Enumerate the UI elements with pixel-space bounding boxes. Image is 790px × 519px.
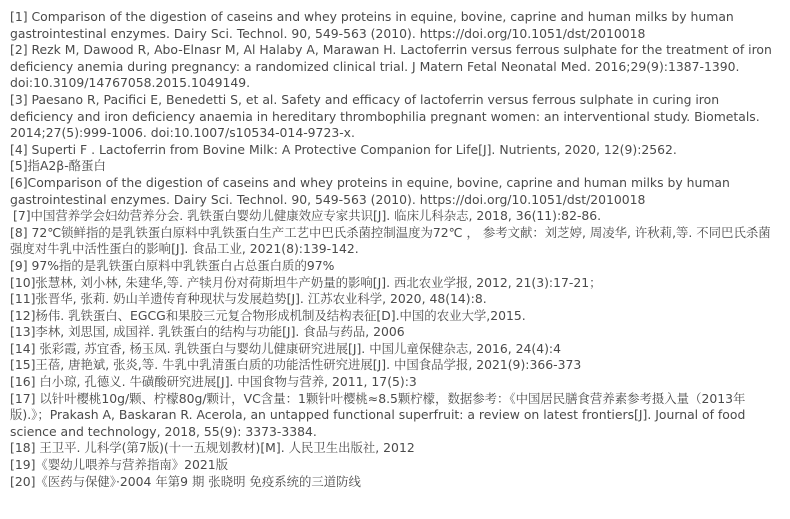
reference-item: [5]指A2β-酪蛋白 [10,158,106,174]
reference-item: [9] 97%指的是乳铁蛋白原料中乳铁蛋白占总蛋白质的97% [10,257,335,273]
reference-item: [15]王蓓, 唐艳斌, 张炎,等. 牛乳中乳清蛋白质的功能活性研究进展[J]. 中国食品学报, 2021(9):366-373 [10,357,582,373]
reference-item: [13]李林, 刘思国, 成国祥. 乳铁蛋白的结构与功能[J]. 食品与药品, 2006 [10,324,405,340]
reference-item: [1] Comparison of the digestion of caseins and whey proteins in equine, bovine, caprine and human milks by human gastrointestinal enzymes. Dairy Sci. Technol. 90, 549-563 (2010). https://doi.org/10.1051/dst/2010018 [10,9,734,41]
reference-item: [8] 72℃锁鲜指的是乳铁蛋白原料中乳铁蛋白生产工艺中巴氏杀菌控制温度为72℃ ， 参考文献：刘芝婷, 周凌华, 许秋莉,等. 不同巴氏杀菌强度对牛乳中活性蛋白的影响[J]. 食品工业, 2021(8):139-142. [10,224,771,257]
reference-item: [16] 白小琼, 孔德义. 牛磺酸研究进展[J]. 中国食物与营养, 2011, 17(5):3 [10,374,417,390]
reference-item: [11]张晋华, 张莉. 奶山羊遗传育种现状与发展趋势[J]. 江苏农业科学, 2020, 48(14):8. [10,291,487,307]
reference-item: [7]中国营养学会妇幼营养分会. 乳铁蛋白婴幼儿健康效应专家共识[J]. 临床儿科杂志, 2018, 36(11):82-86. [13,208,602,224]
reference-item: [10]张慧林, 刘小林, 朱建华,等. 产犊月份对荷斯坦牛产奶量的影响[J]. 西北农业学报, 2012, 21(3):17-21； [10,274,602,290]
reference-item: [4] Superti F . Lactoferrin from Bovine Milk: A Protective Companion for Life[J]. Nutrients, 2020, 12(9):2562. [10,141,677,157]
reference-list [10,9,782,490]
reference-item: [6]Comparison of the digestion of caseins and whey proteins in equine, bovine, caprine and human milks by human gastrointestinal enzymes. Dairy Sci. Technol. 90, 549-563 (2010). https://doi.org/10.1051/dst/2010018 [10,174,730,207]
reference-item: [3] Paesano R, Pacifici E, Benedetti S, et al. Safety and efficacy of lactoferrin versus ferrous sulphate in curing iron deficiency and iron deficiency anaemia in hereditary thrombophilia pregnant women: an interventional study. Biometals. 2014;27(5):999-1006. doi:10.1007/s10534-014-9723-x. [10,91,760,141]
reference-item: [18] 王卫平. 儿科学(第7版)(十一五规划教材)[M]. 人民卫生出版社, 2012 [10,440,415,456]
reference-item: [17] 以针叶樱桃10g/颗、柠檬80g/颗计，VC含量：1颗针叶樱桃≈8.5颗柠檬，数据参考：《中国居民膳食营养素参考摄入量（2013年版).》；Prakash A, Baskaran R. Acerola, an untapped functional superfruit: a review on latest frontiers[J]. Journal of food science and technology, 2018, 55(9): 3373-3384. [10,390,746,439]
reference-item: [14] 张彩霞, 苏宜香, 杨玉凤. 乳铁蛋白与婴幼儿健康研究进展[J]. 中国儿童保健杂志, 2016, 24(4):4 [10,340,561,356]
reference-item: [2] Rezk M, Dawood R, Abo-Elnasr M, Al Halaby A, Marawan H. Lactoferrin versus ferrous sulphate for the treatment of iron deficiency anemia during pregnancy: a randomized clinical trial. J Matern Fetal Neonatal Med. 2016;29(9):1387-1390. doi:10.3109/14767058.2015.1049149. [10,42,772,91]
reference-item: [20]《医药与保健》·2004 年第9 期 张晓明 免疫系统的三道防线 [10,473,361,489]
reference-item: [19]《婴幼儿喂养与营养指南》2021版 [10,457,229,473]
reference-item: [12]杨伟. 乳铁蛋白、EGCG和果胶三元复合物形成机制及结构表征[D].中国的农业大学,2015. [10,307,526,323]
